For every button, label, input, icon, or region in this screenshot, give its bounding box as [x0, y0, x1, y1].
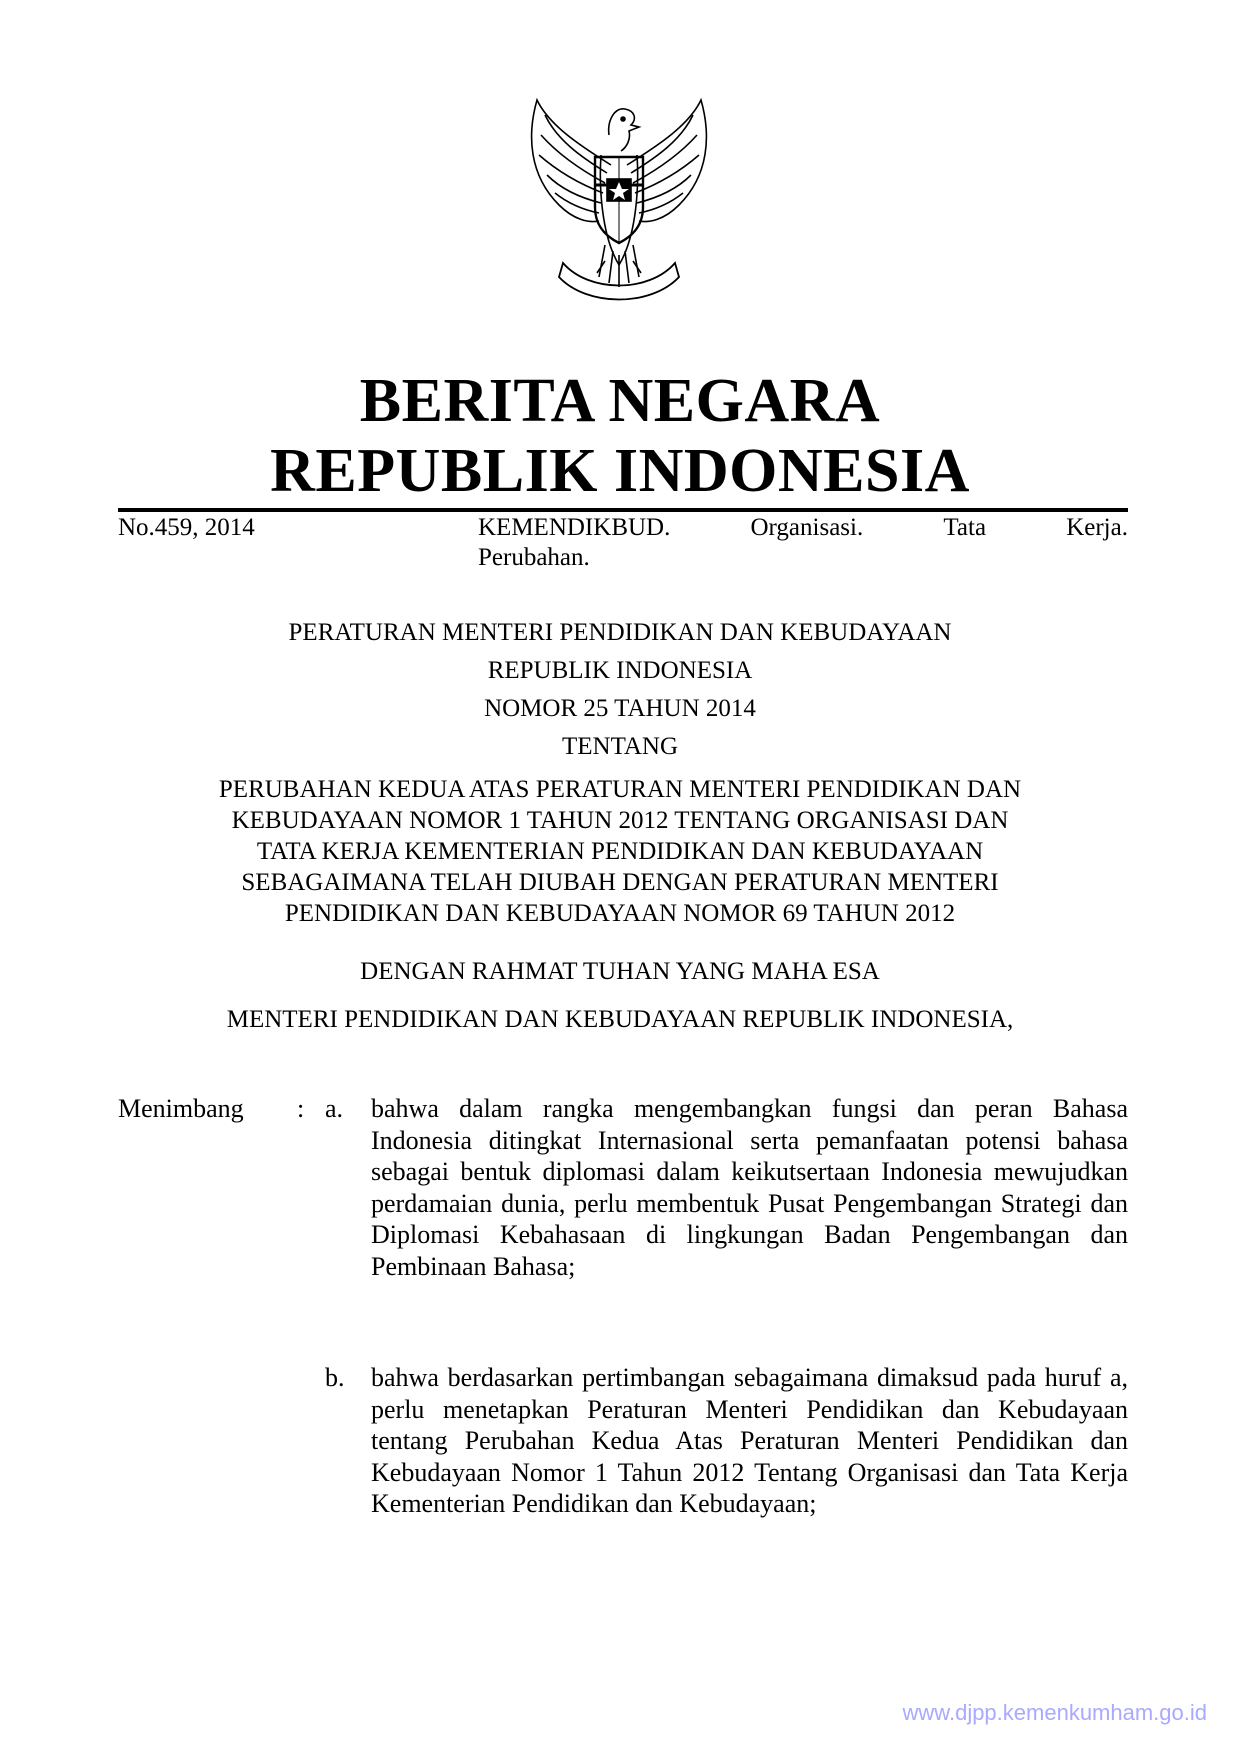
about-line: SEBAGAIMANA TELAH DIUBAH DENGAN PERATURAN MENTERI: [241, 869, 999, 896]
regulation-line: NOMOR 25 TAHUN 2014: [484, 695, 756, 722]
gazette-subject: [478, 513, 1128, 573]
considering-label: Menimbang: [118, 1094, 244, 1123]
considering-colon: :: [297, 1094, 305, 1123]
regulation-about: [0, 774, 1240, 929]
item-marker: a.: [325, 1094, 344, 1123]
title-line-1: BERITA NEGARA: [359, 367, 881, 435]
preamble: [0, 948, 1240, 1044]
item-marker: b.: [325, 1363, 345, 1392]
about-line: KEBUDAYAAN NOMOR 1 TAHUN 2012 TENTANG ORGANISASI DAN: [231, 807, 1009, 834]
subject-word: Tata: [943, 514, 987, 541]
regulation-heading: [0, 614, 1240, 766]
subject-word: Kerja.: [1066, 514, 1128, 541]
footer-url-link[interactable]: www.djpp.kemenkumham.go.id: [902, 1700, 1207, 1725]
about-line: PENDIDIKAN DAN KEBUDAYAAN NOMOR 69 TAHUN 2012: [284, 900, 956, 927]
garuda-emblem-icon: [519, 95, 719, 305]
considering-item-a: bahwa dalam rangka mengembangkan fungsi dan peran Bahasa Indonesia ditingkat Internasional serta pemanfaatan potensi bahasa sebagai bentuk diplomasi dalam keikutsertaan Indonesia mewujudkan perdamaian dunia, perlu membentuk Pusat Pengembangan Strategi dan Diplomasi Kebahasaan di lingkungan Badan Pengembangan dan Pembinaan Bahasa;: [371, 1094, 1128, 1281]
regulation-line: TENTANG: [561, 733, 679, 760]
regulation-line: REPUBLIK INDONESIA: [487, 657, 753, 684]
subject-word: KEMENDIKBUD.: [478, 514, 671, 541]
regulation-line: PERATURAN MENTERI PENDIDIKAN DAN KEBUDAYAAN: [288, 619, 952, 646]
subject-line-2: Perubahan.: [478, 544, 590, 571]
preamble-line-1: DENGAN RAHMAT TUHAN YANG MAHA ESA: [360, 958, 880, 985]
considering-item-b: bahwa berdasarkan pertimbangan sebagaimana dimaksud pada huruf a, perlu menetapkan Peraturan Menteri Pendidikan dan Kebudayaan tentang Perubahan Kedua Atas Peraturan Menteri Pendidikan dan Kebudayaan Nomor 1 Tahun 2012 Tentang Organisasi dan Tata Kerja Kementerian Pendidikan dan Kebudayaan;: [371, 1363, 1128, 1518]
subject-line-1: [478, 513, 1128, 543]
header-divider: [118, 508, 1128, 512]
subject-word: Organisasi.: [750, 514, 864, 541]
gazette-number: No.459, 2014: [118, 514, 255, 541]
title-line-2: REPUBLIK INDONESIA: [270, 437, 970, 505]
about-line: TATA KERJA KEMENTERIAN PENDIDIKAN DAN KEBUDAYAAN: [256, 838, 984, 865]
about-line: PERUBAHAN KEDUA ATAS PERATURAN MENTERI PENDIDIKAN DAN: [218, 776, 1022, 803]
preamble-line-2: MENTERI PENDIDIKAN DAN KEBUDAYAAN REPUBLIK INDONESIA,: [226, 1006, 1014, 1033]
